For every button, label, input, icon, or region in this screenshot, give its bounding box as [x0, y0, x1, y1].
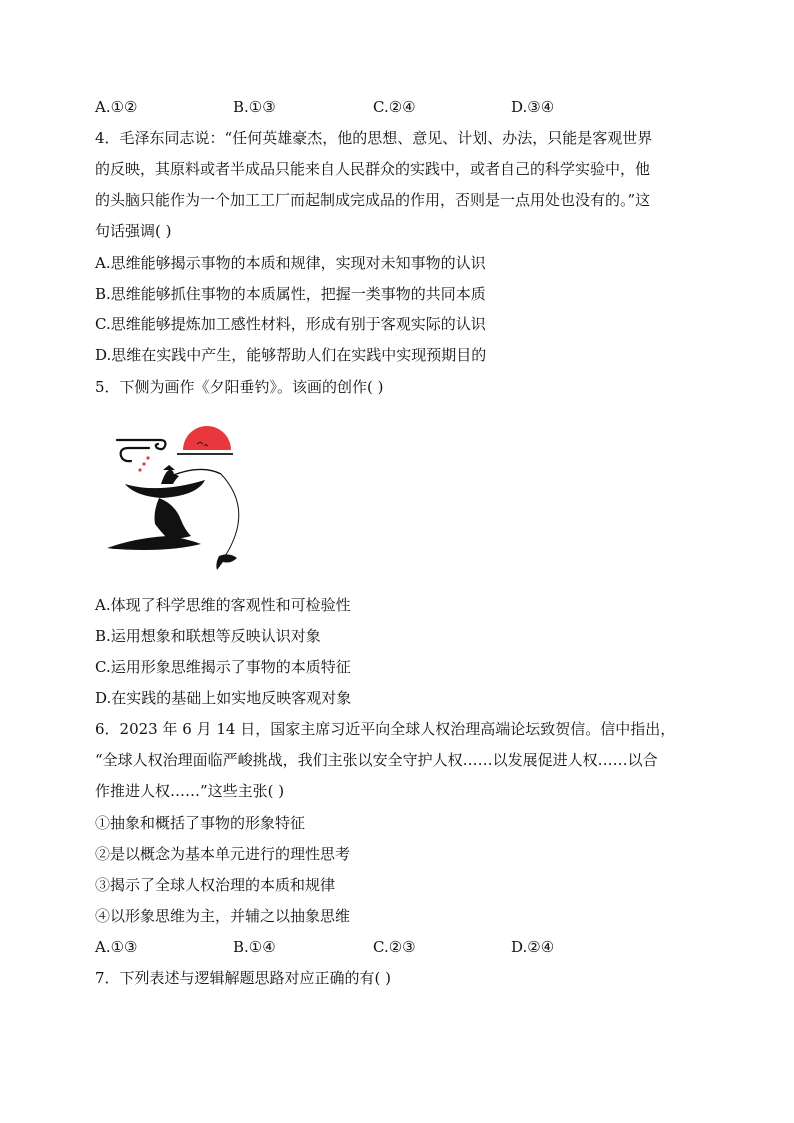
q6-stem-line-1: 6．2023 年 6 月 14 日，国家主席习近平向全球人权治理高端论坛致贺信。信中指出， — [95, 720, 676, 738]
q6-options — [95, 937, 715, 957]
fish-shape — [216, 554, 237, 570]
q6-statement-1: ①抽象和概括了事物的形象特征 — [95, 814, 306, 832]
red-dot — [138, 468, 141, 471]
q6-statement-3: ③揭示了全球人权治理的本质和规律 — [95, 876, 336, 894]
q4-stem-line-4: 句话强调( ) — [95, 222, 172, 240]
fisherman-shape — [161, 470, 179, 484]
q5-option-a: A.体现了科学思维的客观性和可检验性 — [95, 596, 351, 614]
q6-statement-2: ②是以概念为基本单元进行的理性思考 — [95, 845, 351, 863]
q7-stem: 7．下列表述与逻辑解题思路对应正确的有( ) — [95, 969, 392, 987]
shore-shape — [107, 536, 201, 550]
q4-option-a: A.思维能够揭示事物的本质和规律，实现对未知事物的认识 — [95, 254, 486, 272]
q3-option-b: B.①③ — [233, 98, 276, 116]
fishing-rod — [171, 469, 221, 476]
q6-option-d: D.②④ — [511, 938, 555, 956]
q5-option-b: B.运用想象和联想等反映认识对象 — [95, 627, 321, 645]
q4-option-c: C.思维能够提炼加工感性材料，形成有别于客观实际的认识 — [95, 315, 486, 333]
q4-stem-line-3: 的头脑只能作为一个加工工厂而起制成完成品的作用，否则是一点用处也没有的。”这 — [95, 191, 651, 209]
q4-stem-line-1: 4．毛泽东同志说：“任何英雄豪杰，他的思想、意见、计划、办法，只能是客观世界 — [95, 129, 653, 147]
q5-option-d: D.在实践的基础上如实地反映客观对象 — [95, 689, 352, 707]
painting-sunset-fishing-svg — [105, 424, 255, 582]
q6-stem-line-3: 作推进人权……”这些主张( ) — [95, 782, 285, 800]
red-dot — [142, 462, 145, 465]
q3-option-c: C.②④ — [373, 98, 416, 116]
fishing-line — [221, 474, 239, 558]
q3-option-a: A.①② — [95, 98, 138, 116]
q4-option-b: B.思维能够抓住事物的本质属性，把握一类事物的共同本质 — [95, 285, 486, 303]
q3-options — [95, 97, 715, 117]
q4-stem-line-2: 的反映，其原料或者半成品只能来自人民群众的实践中，或者自己的科学实验中，他 — [95, 160, 651, 178]
rock-shape — [155, 498, 192, 539]
painting-sunset-fishing — [105, 424, 255, 582]
q6-option-a: A.①③ — [95, 938, 138, 956]
q5-stem: 5．下侧为画作《夕阳垂钓》。该画的创作( ) — [95, 378, 384, 396]
q3-option-d: D.③④ — [511, 98, 555, 116]
q6-stem-line-2: “全球人权治理面临严峻挑战，我们主张以安全守护人权……以发展促进人权……以合 — [95, 751, 658, 769]
q4-option-d: D.思维在实践中产生，能够帮助人们在实践中实现预期目的 — [95, 346, 487, 364]
red-dot — [146, 456, 149, 459]
q6-statement-4: ④以形象思维为主，并辅之以抽象思维 — [95, 907, 351, 925]
q5-option-c: C.运用形象思维揭示了事物的本质特征 — [95, 658, 351, 676]
fisherman-hat — [163, 465, 175, 470]
cloud-swirl — [117, 440, 165, 461]
q6-option-b: B.①④ — [233, 938, 276, 956]
sun-shape — [183, 426, 231, 450]
q6-option-c: C.②③ — [373, 938, 416, 956]
